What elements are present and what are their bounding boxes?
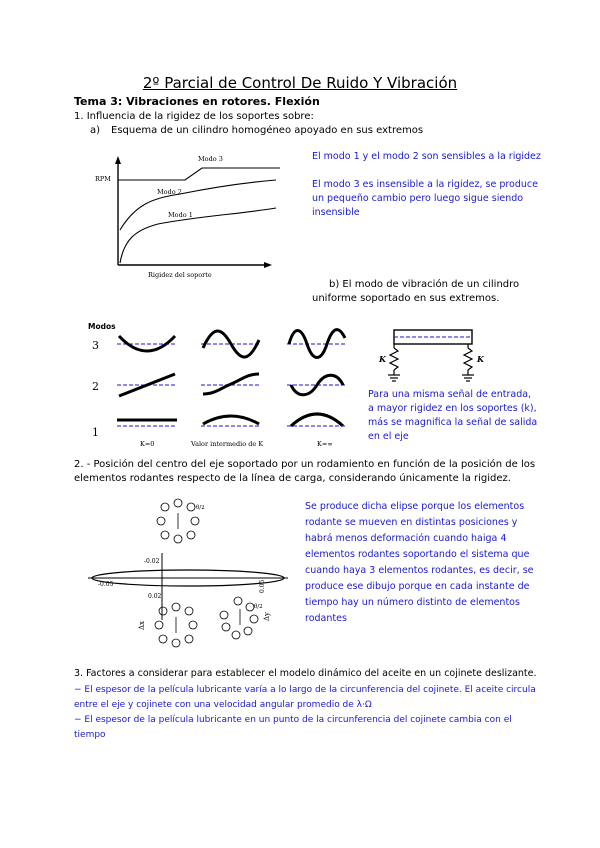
q3-answer-line-3: − El espesor de la película lubricante en un punto de la circunferencia del cojinete cambia con el (74, 715, 512, 725)
delta-x-label: Δx (138, 620, 146, 630)
left-spring (388, 344, 400, 381)
delta-y-label: Δy (263, 611, 271, 621)
x-axis-arrow (264, 262, 272, 268)
q1a-answer-line-4: insensible (312, 207, 360, 218)
mode-1-curve (120, 208, 276, 263)
q2-answer-line-4: elementos rodantes soportando el sistema que (305, 549, 530, 560)
q3-answer-line-4: tiempo (74, 730, 106, 740)
spring-label-right: K (477, 354, 484, 364)
q2-answer-line-1: Se produce dicha elipse porque los elementos (305, 501, 525, 512)
q2-answer-line-5: cuando haya 3 elementos rodantes, es decir, se (305, 565, 534, 576)
q2-line-1: 2. - Posición del centro del eje soportado por un rodamiento en función de la posición de los (74, 459, 536, 470)
mode-number-2: 2 (92, 380, 99, 393)
column-label-k-infinite: K=∞ (317, 440, 333, 448)
y-axis-arrow (115, 156, 121, 164)
topic-heading: Tema 3: Vibraciones en rotores. Flexión (74, 95, 320, 108)
q3-answer-line-1: − El espesor de la película lubricante varía a lo largo de la circunferencia del cojinete. El aceite circula (74, 685, 536, 695)
y-bottom-label: 0.02 (148, 593, 162, 600)
q2-answer-line-6: produce ese dibujo porque en cada instante de (305, 581, 530, 592)
angle-label-right: θ/2 (254, 604, 263, 610)
mode-3-curve (118, 168, 280, 180)
q1-b-line-1: b) El modo de vibración de un cilindro (329, 279, 520, 290)
q2-answer-line-7: tiempo hay un número distinto de elementos (305, 597, 520, 608)
q1-a-text: Esquema de un cilindro homogéneo apoyado en sus extremos (111, 125, 424, 136)
angle-label-top: θ/2 (196, 505, 205, 511)
q3-title: 3. Factores a considerar para establecer el modelo dinámico del aceite en un cojinete deslizante. (74, 668, 537, 679)
bearing-ellipse-diagram (88, 495, 288, 655)
q1-b-line-2: uniforme soportado en sus extremos. (312, 293, 500, 304)
rpm-vs-stiffness-graph (90, 150, 290, 290)
modes-header: Modos (88, 322, 116, 331)
spring-label-left: K (379, 354, 386, 364)
vibration-modes-diagram (85, 318, 365, 450)
q1a-answer-line-2: El modo 3 es insensible a la rigidez, se produce (312, 179, 538, 190)
x-right-label: 0.05 (259, 579, 266, 593)
mode-2-row (117, 374, 347, 396)
beam-on-springs-diagram (372, 328, 502, 388)
bearing-right (220, 597, 258, 639)
x-left-label: -0.05 (98, 581, 114, 588)
mode-1-label: Modo 1 (168, 211, 193, 219)
q1a-answer-line-1: El modo 1 y el modo 2 son sensibles a la rigidez (312, 151, 541, 162)
q1-a-label: a) (90, 125, 101, 136)
y-axis-label: RPM (95, 175, 111, 183)
q2-answer-line-8: rodantes (305, 613, 347, 624)
column-label-k0: K=0 (140, 440, 155, 448)
q2-answer-line-3: habrá menos deformación cuando haiga 4 (305, 533, 507, 544)
mode-2-curve (120, 180, 276, 230)
bearing-bottom (155, 603, 197, 647)
q2-answer-line-2: rodante se mueven en distintas posiciones y (305, 517, 518, 528)
mode-2-label: Modo 2 (157, 188, 182, 196)
q2-line-2: elementos rodantes respecto de la línea de carga, considerando únicamente la rigidez. (74, 473, 511, 484)
q1-intro: 1. Influencia de la rigidez de los soportes sobre: (74, 111, 314, 122)
page-title: 2º Parcial de Control De Ruido Y Vibración (142, 74, 458, 92)
mode-3-row (117, 330, 347, 358)
q1b-answer-line-2: a mayor rigidez en los soportes (k), (368, 403, 537, 414)
mode-number-3: 3 (92, 339, 99, 352)
q1b-answer-line-1: Para una misma señal de entrada, (368, 389, 532, 400)
q1b-answer-line-4: en el eje (368, 431, 409, 442)
column-label-k-intermediate: Valor intermedio de K (191, 440, 264, 448)
x-axis-label: Rigidez del soporte (148, 271, 212, 279)
mode-number-1: 1 (92, 426, 99, 439)
q1a-answer-line-3: un pequeño cambio pero luego sigue siendo (312, 193, 524, 204)
mode-1-row (117, 414, 347, 426)
bearing-top (157, 499, 199, 543)
y-top-label: -0.02 (144, 558, 160, 565)
q1b-answer-line-3: más se magnifica la señal de salida (368, 417, 538, 428)
q3-answer-line-2: entre el eje y cojinete con una velocidad angular promedio de λ·Ω (74, 700, 372, 710)
mode-3-label: Modo 3 (198, 155, 223, 163)
right-spring (462, 344, 474, 381)
